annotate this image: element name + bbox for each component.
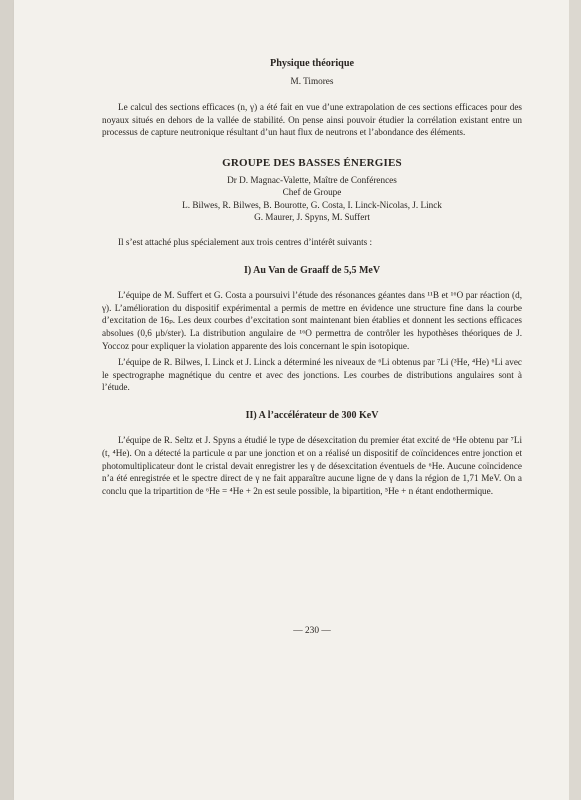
group-members-line2: G. Maurer, J. Spyns, M. Suffert	[254, 212, 370, 223]
section-author: M. Timores	[290, 75, 334, 86]
page-right-edge	[569, 0, 581, 800]
subsection-title-accelerator: II) A l’accélérateur de 300 KeV	[245, 409, 379, 421]
group-leader: Dr D. Magnac-Valette, Maître de Conférences	[227, 174, 397, 185]
section-paragraph: Le calcul des sections efficaces (n, γ) a été fait en vue d’une extrapolation de ces sections efficaces pour des noyaux situés en dehors de la vallée de stabilité. On pense ainsi pouvoir étudier la corrélation existant entre un processus de capture neutronique résultant d’un haut flux de neutrons et l’abondance des éléments.	[102, 102, 522, 138]
group-members-line1: L. Bilwes, R. Bilwes, B. Bourotte, G. Costa, I. Linck-Nicolas, J. Linck	[182, 199, 442, 210]
subsection-title-van-de-graaff: I) Au Van de Graaff de 5,5 MeV	[243, 264, 381, 276]
section-title-theoretical-physics: Physique théorique	[269, 58, 355, 69]
group-intro: Il s’est attaché plus spécialement aux trois centres d’intérêt suivants :	[118, 236, 373, 247]
group-title: GROUPE DES BASSES ÉNERGIES	[222, 156, 402, 169]
document-content	[102, 58, 522, 497]
subsection1-paragraph1: L’équipe de M. Suffert et G. Costa a poursuivi l’étude des résonances géantes dans ¹¹B et ¹⁶O par réaction (d, γ). L’amélioration du dispositif expérimental a permis de mettre en évidence une structure fine dans la courbe d’excitation de 16ₚ. Les deux courbes d’excitation sont maintenant bien établies et donnent les sections efficaces absolues (0,6 μb/ster). La distribution angulaire de ¹⁶O permettra de contrôler les hypothèses théoriques de J. Yoccoz pour expliquer la violation apparente des lois concernant le spin isotopique.	[102, 290, 522, 351]
page-number: — 230 —	[293, 626, 331, 636]
subsection2-paragraph1: L’équipe de R. Seltz et J. Spyns a étudié le type de désexcitation du premier état excité de ⁶He obtenu par ⁷Li (t, ⁴He). On a détecté la particule α par une jonction et on a réalisé un dispositif de coïncidences entre jonction et photomultiplicateur dont le cristal devait enregistrer les γ de désexcitation éventuels de ⁶He. Aucune coïncidence n’a été enregistrée et le spectre direct de γ ne fait apparaître aucune ligne de γ dans la région de 1,71 MeV. On a conclu que la tripartition de ⁶He = ⁴He + 2n est seule possible, la bipartition, ⁵He + n étant endothermique.	[102, 435, 522, 496]
subsection1-paragraph2: L’équipe de R. Bilwes, I. Linck et J. Linck a déterminé les niveaux de ⁶Li obtenus par ⁷Li (³He, ⁴He) ⁶Li avec le spectrographe magnétique du centre et avec des jonctions. Les courbes de distributions angulaires sont à l’étude.	[102, 357, 522, 393]
page-left-edge	[0, 0, 14, 800]
group-role: Chef de Groupe	[282, 187, 342, 198]
